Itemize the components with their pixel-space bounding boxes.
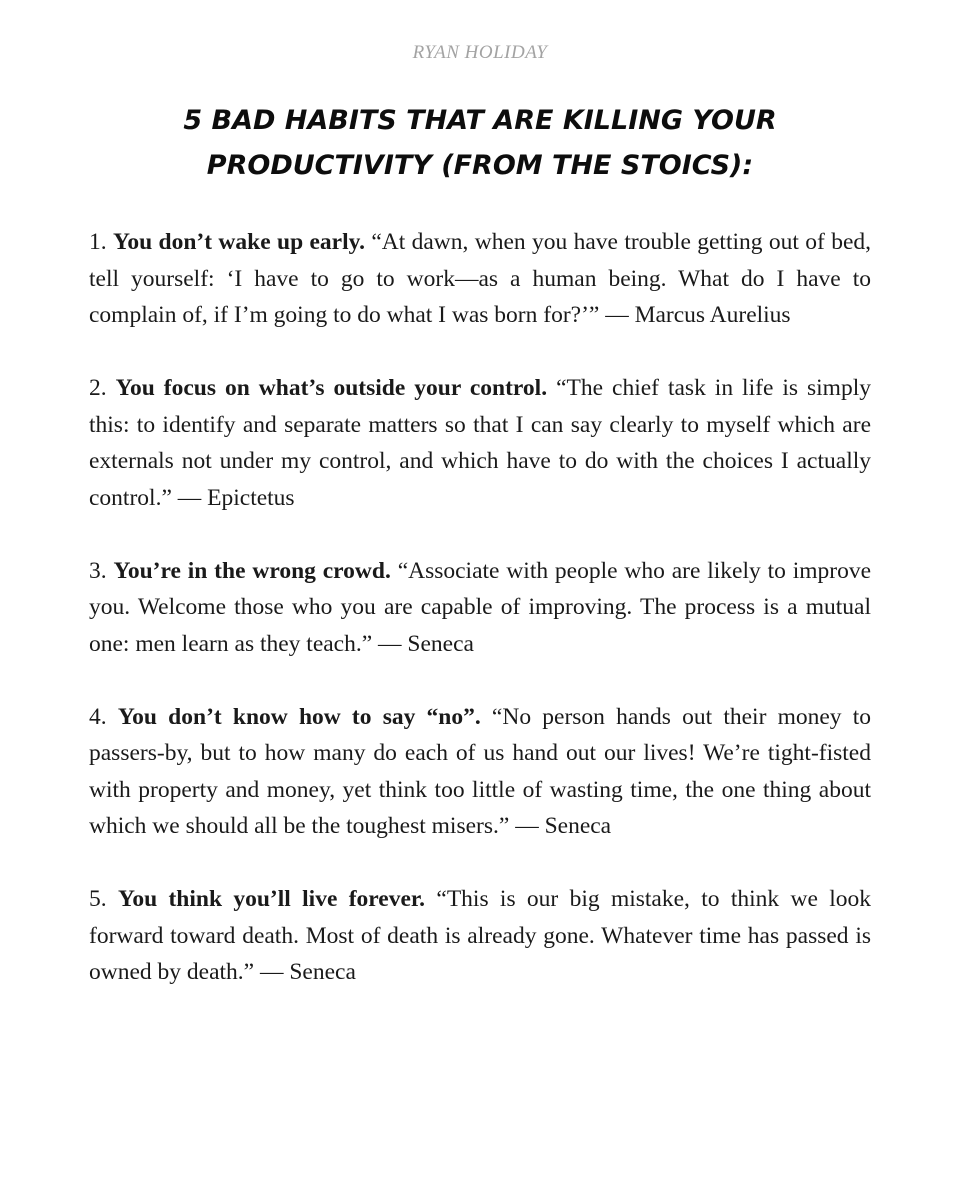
habit-heading: You focus on what’s outside your control. bbox=[115, 375, 548, 401]
habit-attribution: — Epictetus bbox=[177, 484, 295, 511]
habit-attribution: — Marcus Aurelius bbox=[605, 302, 791, 328]
habit-item-4 bbox=[89, 699, 871, 845]
author-name: RYAN HOLIDAY bbox=[412, 42, 548, 63]
habit-heading: You think you’ll live forever. bbox=[117, 886, 426, 912]
habit-heading: You don’t know how to say “no”. bbox=[117, 703, 481, 730]
habit-list bbox=[89, 224, 871, 1027]
habit-quote: “The chief task in life is simply this: to identify and separate matters so that I can say clearly to myself which are externals not under my control, and which have to do with the choices I actually control.” bbox=[89, 375, 871, 511]
habit-item-1 bbox=[89, 224, 871, 334]
habit-attribution: — Seneca bbox=[515, 813, 612, 839]
habit-quote: “No person hands out their money to passers-by, but to how many do each of us hand out our lives! We’re tight-fisted with property and money, yet think too little of wasting time, the one thing about which we should all be the toughest misers.” bbox=[89, 703, 872, 839]
habit-heading: You’re in the wrong crowd. bbox=[113, 557, 391, 584]
habit-quote: “At dawn, when you have trouble getting out of bed, tell yourself: ‘I have to go to work—as a human being. What do I have to complain of, if I’m going to do what I was born for?’” bbox=[89, 229, 871, 328]
habit-number: 5. bbox=[89, 886, 107, 912]
habit-number: 4. bbox=[89, 703, 107, 730]
habit-attribution: — Seneca bbox=[259, 959, 356, 985]
page-title: 5 BAD HABITS THAT ARE KILLING YOUR PRODUCTIVITY (FROM THE STOICS): bbox=[183, 105, 777, 181]
habit-number: 3. bbox=[89, 557, 107, 584]
habit-item-5 bbox=[89, 881, 871, 991]
habit-attribution: — Seneca bbox=[378, 630, 474, 657]
habit-quote: “This is our big mistake, to think we look forward toward death. Most of death is already gone. Whatever time has passed is owned by death.” bbox=[89, 886, 871, 985]
habit-item-3 bbox=[89, 553, 871, 663]
habit-number: 1. bbox=[89, 229, 107, 255]
habit-quote: “Associate with people who are likely to improve you. Welcome those who you are capable of improving. The process is a mutual one: men learn as they teach.” bbox=[89, 557, 872, 657]
habit-heading: You don’t wake up early. bbox=[112, 229, 365, 255]
habit-number: 2. bbox=[89, 375, 107, 401]
habit-item-2 bbox=[89, 370, 871, 516]
